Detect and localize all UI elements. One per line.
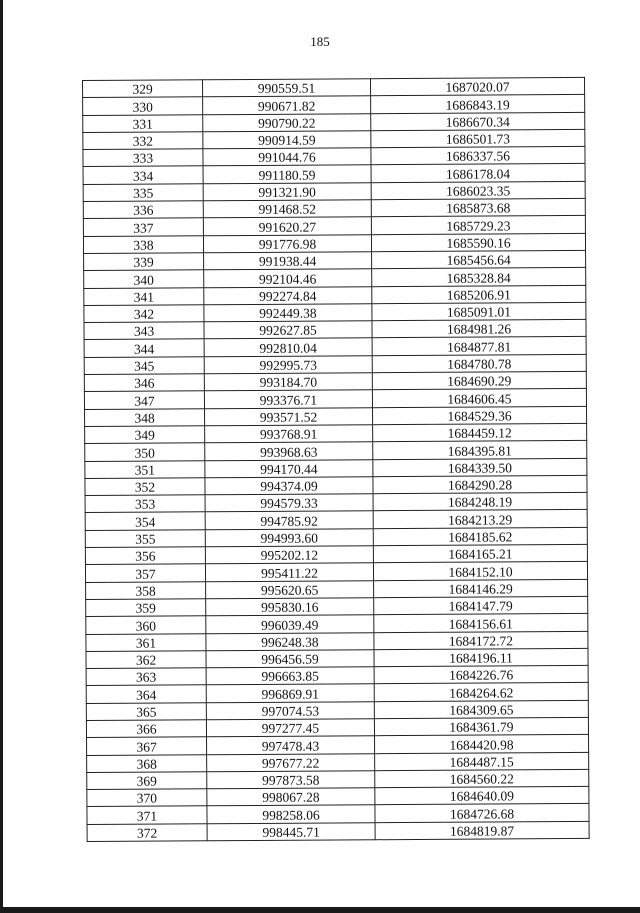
x-coordinate-cell: 992810.04 <box>204 338 372 356</box>
y-coordinate-cell: 1684172.72 <box>374 631 588 650</box>
x-coordinate-cell: 998258.06 <box>207 805 375 823</box>
x-coordinate-cell: 992274.84 <box>204 286 372 304</box>
point-number-cell: 334 <box>83 166 203 184</box>
y-coordinate-cell: 1686670.34 <box>371 112 585 131</box>
x-coordinate-cell: 998067.28 <box>207 788 375 806</box>
point-number-cell: 352 <box>85 478 205 496</box>
point-number-cell: 342 <box>84 305 204 323</box>
x-coordinate-cell: 991468.52 <box>203 200 371 218</box>
x-coordinate-cell: 997074.53 <box>206 701 374 719</box>
y-coordinate-cell: 1684981.26 <box>372 320 586 339</box>
y-coordinate-cell: 1686843.19 <box>371 95 585 114</box>
point-number-cell: 347 <box>84 391 204 409</box>
y-coordinate-cell: 1684146.29 <box>374 579 588 598</box>
x-coordinate-cell: 990559.51 <box>203 79 371 97</box>
y-coordinate-cell: 1684156.61 <box>374 614 588 633</box>
y-coordinate-cell: 1684640.09 <box>375 787 589 806</box>
coordinate-table <box>82 77 590 842</box>
y-coordinate-cell: 1684196.11 <box>374 648 588 667</box>
x-coordinate-cell: 991620.27 <box>203 217 371 235</box>
point-number-cell: 371 <box>87 806 207 824</box>
point-number-cell: 330 <box>83 97 203 115</box>
point-number-cell: 344 <box>84 339 204 357</box>
point-number-cell: 367 <box>87 737 207 755</box>
x-coordinate-cell: 992449.38 <box>204 304 372 322</box>
y-coordinate-cell: 1684877.81 <box>372 337 586 356</box>
x-coordinate-cell: 997277.45 <box>206 719 374 737</box>
table-row <box>87 821 589 841</box>
x-coordinate-cell: 995830.16 <box>206 598 374 616</box>
y-coordinate-cell: 1684726.68 <box>375 804 589 823</box>
y-coordinate-cell: 1684487.15 <box>375 752 589 771</box>
y-coordinate-cell: 1684395.81 <box>373 441 587 460</box>
y-coordinate-cell: 1684420.98 <box>375 735 589 754</box>
x-coordinate-cell: 994170.44 <box>205 459 373 477</box>
point-number-cell: 349 <box>85 426 205 444</box>
point-number-cell: 363 <box>86 668 206 686</box>
point-number-cell: 358 <box>86 581 206 599</box>
y-coordinate-cell: 1684165.21 <box>373 544 587 563</box>
x-coordinate-cell: 992104.46 <box>204 269 372 287</box>
point-number-cell: 338 <box>83 235 203 253</box>
x-coordinate-cell: 996248.38 <box>206 632 374 650</box>
y-coordinate-cell: 1684459.12 <box>373 423 587 442</box>
point-number-cell: 329 <box>83 80 203 98</box>
y-coordinate-cell: 1684606.45 <box>372 389 586 408</box>
y-coordinate-cell: 1685328.84 <box>372 268 586 287</box>
x-coordinate-cell: 996456.59 <box>206 650 374 668</box>
x-coordinate-cell: 994374.09 <box>205 477 373 495</box>
point-number-cell: 361 <box>86 633 206 651</box>
x-coordinate-cell: 991321.90 <box>203 183 371 201</box>
x-coordinate-cell: 990790.22 <box>203 113 371 131</box>
scan-edge-left <box>0 0 3 913</box>
x-coordinate-cell: 990914.59 <box>203 131 371 149</box>
y-coordinate-cell: 1684560.22 <box>375 769 589 788</box>
scan-edge-bottom <box>0 907 640 913</box>
x-coordinate-cell: 994579.33 <box>205 494 373 512</box>
x-coordinate-cell: 991180.59 <box>203 165 371 183</box>
y-coordinate-cell: 1684819.87 <box>375 821 589 840</box>
x-coordinate-cell: 996869.91 <box>206 684 374 702</box>
x-coordinate-cell: 993768.91 <box>205 425 373 443</box>
x-coordinate-cell: 996039.49 <box>206 615 374 633</box>
y-coordinate-cell: 1684780.78 <box>372 354 586 373</box>
point-number-cell: 346 <box>84 374 204 392</box>
x-coordinate-cell: 991938.44 <box>204 252 372 270</box>
y-coordinate-cell: 1684290.28 <box>373 475 587 494</box>
y-coordinate-cell: 1684185.62 <box>373 527 587 546</box>
point-number-cell: 345 <box>84 357 204 375</box>
x-coordinate-cell: 992627.85 <box>204 321 372 339</box>
y-coordinate-cell: 1684339.50 <box>373 458 587 477</box>
point-number-cell: 340 <box>84 270 204 288</box>
point-number-cell: 341 <box>84 287 204 305</box>
point-number-cell: 364 <box>86 685 206 703</box>
point-number-cell: 357 <box>85 564 205 582</box>
point-number-cell: 369 <box>87 772 207 790</box>
x-coordinate-cell: 992995.73 <box>204 355 372 373</box>
coordinate-table-container <box>82 77 589 842</box>
y-coordinate-cell: 1684309.65 <box>374 700 588 719</box>
y-coordinate-cell: 1684690.29 <box>372 371 586 390</box>
x-coordinate-cell: 991776.98 <box>203 234 371 252</box>
y-coordinate-cell: 1685590.16 <box>371 233 585 252</box>
point-number-cell: 337 <box>83 218 203 236</box>
x-coordinate-cell: 995620.65 <box>206 580 374 598</box>
point-number-cell: 365 <box>86 702 206 720</box>
x-coordinate-cell: 993184.70 <box>204 373 372 391</box>
point-number-cell: 370 <box>87 789 207 807</box>
x-coordinate-cell: 993376.71 <box>204 390 372 408</box>
point-number-cell: 354 <box>85 512 205 530</box>
y-coordinate-cell: 1684152.10 <box>373 562 587 581</box>
x-coordinate-cell: 994993.60 <box>205 528 373 546</box>
point-number-cell: 360 <box>86 616 206 634</box>
y-coordinate-cell: 1686337.56 <box>371 147 585 166</box>
point-number-cell: 362 <box>86 651 206 669</box>
point-number-cell: 332 <box>83 132 203 150</box>
y-coordinate-cell: 1684213.29 <box>373 510 587 529</box>
x-coordinate-cell: 996663.85 <box>206 667 374 685</box>
x-coordinate-cell: 993571.52 <box>205 407 373 425</box>
y-coordinate-cell: 1684147.79 <box>374 596 588 615</box>
point-number-cell: 336 <box>83 201 203 219</box>
y-coordinate-cell: 1684226.76 <box>374 666 588 685</box>
y-coordinate-cell: 1686178.04 <box>371 164 585 183</box>
y-coordinate-cell: 1684361.79 <box>374 717 588 736</box>
x-coordinate-cell: 998445.71 <box>207 822 375 840</box>
y-coordinate-cell: 1685206.91 <box>372 285 586 304</box>
x-coordinate-cell: 990671.82 <box>203 96 371 114</box>
point-number-cell: 368 <box>87 754 207 772</box>
point-number-cell: 339 <box>84 253 204 271</box>
point-number-cell: 351 <box>85 460 205 478</box>
point-number-cell: 366 <box>86 720 206 738</box>
y-coordinate-cell: 1687020.07 <box>370 77 584 96</box>
coordinate-table-body <box>83 77 590 841</box>
x-coordinate-cell: 997478.43 <box>207 736 375 754</box>
y-coordinate-cell: 1686023.35 <box>371 181 585 200</box>
point-number-cell: 372 <box>87 824 207 842</box>
y-coordinate-cell: 1686501.73 <box>371 129 585 148</box>
point-number-cell: 356 <box>85 547 205 565</box>
x-coordinate-cell: 991044.76 <box>203 148 371 166</box>
point-number-cell: 331 <box>83 114 203 132</box>
x-coordinate-cell: 994785.92 <box>205 511 373 529</box>
y-coordinate-cell: 1684248.19 <box>373 493 587 512</box>
x-coordinate-cell: 997677.22 <box>207 753 375 771</box>
y-coordinate-cell: 1685873.68 <box>371 199 585 218</box>
y-coordinate-cell: 1685456.64 <box>372 250 586 269</box>
page-number: 185 <box>310 34 330 49</box>
x-coordinate-cell: 995202.12 <box>205 546 373 564</box>
point-number-cell: 359 <box>86 599 206 617</box>
point-number-cell: 355 <box>85 529 205 547</box>
y-coordinate-cell: 1684264.62 <box>374 683 588 702</box>
x-coordinate-cell: 995411.22 <box>205 563 373 581</box>
point-number-cell: 348 <box>85 408 205 426</box>
point-number-cell: 353 <box>85 495 205 513</box>
point-number-cell: 333 <box>83 149 203 167</box>
point-number-cell: 343 <box>84 322 204 340</box>
x-coordinate-cell: 997873.58 <box>207 771 375 789</box>
point-number-cell: 350 <box>85 443 205 461</box>
y-coordinate-cell: 1684529.36 <box>373 406 587 425</box>
y-coordinate-cell: 1685729.23 <box>371 216 585 235</box>
x-coordinate-cell: 993968.63 <box>205 442 373 460</box>
y-coordinate-cell: 1685091.01 <box>372 302 586 321</box>
point-number-cell: 335 <box>83 184 203 202</box>
